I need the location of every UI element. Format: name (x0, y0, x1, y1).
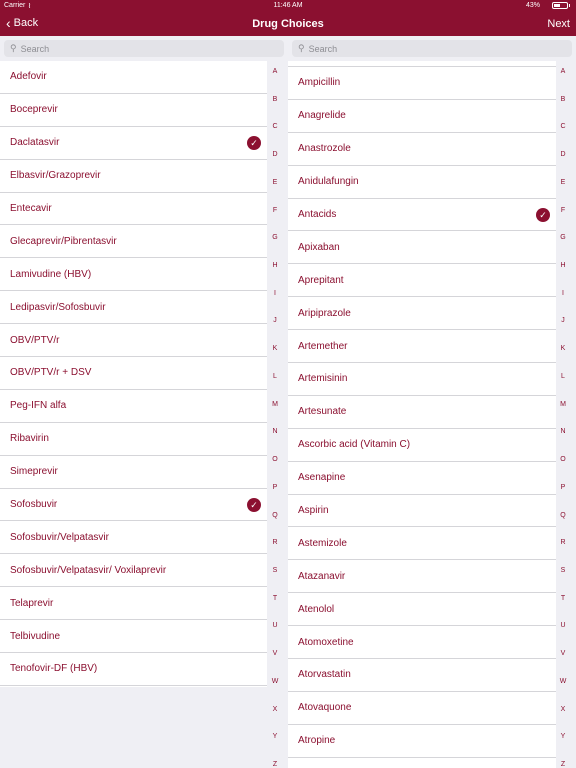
list-item-label: Ledipasvir/Sofosbuvir (10, 301, 106, 313)
list-item[interactable] (288, 199, 556, 232)
carrier-label: Carrier (4, 2, 26, 9)
index-letter[interactable]: H (272, 262, 278, 270)
list-item[interactable] (0, 653, 267, 686)
list-item[interactable] (0, 258, 267, 291)
list-item-label: Sofosbuvir/Velpatasvir/ Voxilaprevir (10, 564, 167, 576)
list-item-label: Ampicillin (298, 77, 341, 89)
index-letter[interactable]: X (560, 705, 566, 713)
list-item[interactable] (288, 297, 556, 330)
index-letter[interactable]: Z (560, 760, 566, 768)
index-letter[interactable]: N (272, 428, 278, 436)
index-letter[interactable]: Y (272, 733, 278, 741)
index-letter[interactable]: O (560, 456, 566, 464)
list-item-label: Telbivudine (10, 630, 61, 642)
index-letter[interactable]: G (272, 234, 278, 242)
list-item[interactable] (288, 396, 556, 429)
list-item[interactable] (288, 330, 556, 363)
list-item[interactable] (0, 291, 267, 324)
right-section-index (553, 68, 573, 768)
list-item[interactable] (288, 659, 556, 692)
left-section-index (265, 68, 285, 768)
index-letter[interactable]: E (272, 178, 278, 186)
list-item-label: Sofosbuvir/Velpatasvir (10, 531, 109, 543)
list-item-label: Simeprevir (10, 466, 58, 478)
list-item[interactable] (288, 166, 556, 199)
index-letter[interactable]: I (562, 289, 564, 297)
index-letter[interactable]: W (559, 677, 567, 685)
index-letter[interactable]: S (560, 566, 566, 574)
list-item[interactable] (0, 160, 267, 193)
index-letter[interactable]: P (272, 483, 278, 491)
page-title: Drug Choices (252, 18, 324, 30)
list-item-label: Artemisinin (298, 373, 348, 385)
index-letter[interactable]: Y (560, 733, 566, 741)
list-item[interactable] (288, 692, 556, 725)
list-item-label: Telaprevir (10, 597, 54, 609)
list-item[interactable] (0, 423, 267, 456)
list-item[interactable] (288, 231, 556, 264)
list-item[interactable] (0, 521, 267, 554)
index-letter[interactable]: F (272, 206, 278, 214)
back-button[interactable] (6, 14, 39, 31)
index-letter[interactable]: D (272, 151, 278, 159)
list-item[interactable] (0, 94, 267, 127)
list-item-label: Atropine (298, 735, 336, 747)
list-item-label: Ribavirin (10, 433, 49, 445)
list-item-label: Anagrelide (298, 110, 346, 122)
list-item-label: Aripiprazole (298, 307, 351, 319)
index-letter[interactable]: Z (272, 760, 278, 768)
list-item[interactable] (0, 61, 267, 94)
chevron-left-icon: ‹ (6, 14, 11, 31)
index-letter[interactable]: D (560, 151, 566, 159)
list-item[interactable] (0, 456, 267, 489)
index-letter[interactable]: R (272, 539, 278, 547)
next-button[interactable]: Next (547, 18, 570, 30)
index-letter[interactable]: I (274, 289, 276, 297)
list-item[interactable] (0, 489, 267, 522)
list-item[interactable] (0, 324, 267, 357)
list-item-label: Atenolol (298, 603, 335, 615)
list-item-label: Artemether (298, 340, 348, 352)
left-search-bar[interactable] (4, 40, 284, 57)
index-letter[interactable]: W (271, 677, 279, 685)
list-item-label: Apixaban (298, 241, 340, 253)
list-item[interactable] (0, 554, 267, 587)
list-item-label: Atovaquone (298, 702, 352, 714)
index-letter[interactable]: A (560, 68, 566, 75)
index-letter[interactable]: R (560, 539, 566, 547)
list-item-label: Astemizole (298, 537, 347, 549)
index-letter[interactable]: H (560, 262, 566, 270)
wifi-icon: ≀ (28, 1, 31, 10)
status-bar (0, 0, 576, 12)
list-item-label: Artesunate (298, 406, 347, 418)
index-letter[interactable]: P (560, 483, 566, 491)
battery-percent: 43% (525, 2, 540, 9)
list-item[interactable] (288, 67, 556, 100)
search-icon: ⚲ (10, 43, 17, 53)
list-item-label: Peg-IFN alfa (10, 400, 67, 412)
list-item[interactable] (288, 100, 556, 133)
list-item[interactable] (288, 133, 556, 166)
checkmark-circle-icon: ✓ (247, 498, 261, 512)
checkmark-circle-icon: ✓ (247, 136, 261, 150)
checkmark-circle-icon: ✓ (536, 208, 550, 222)
right-search-input[interactable] (309, 44, 509, 54)
list-item-label: Sofosbuvir (10, 499, 58, 511)
list-item-label: Tenofovir-DF (HBV) (10, 663, 98, 675)
index-letter[interactable]: N (560, 428, 566, 436)
index-letter[interactable]: B (560, 95, 566, 103)
index-letter[interactable]: T (560, 594, 566, 602)
index-letter[interactable]: K (272, 345, 278, 353)
index-letter[interactable]: Q (272, 511, 278, 519)
list-item[interactable] (0, 193, 267, 226)
index-letter[interactable]: T (272, 594, 278, 602)
list-item-label: Boceprevir (10, 104, 58, 116)
list-item-label: Atomoxetine (298, 636, 354, 648)
list-item-label: Asenapine (298, 472, 346, 484)
back-label: Back (13, 17, 39, 29)
index-letter[interactable]: S (272, 566, 278, 574)
index-letter[interactable]: L (273, 372, 277, 380)
list-item-label: Adefovir (10, 71, 47, 83)
list-item-label: Aspirin (298, 505, 329, 517)
list-item-label: Anastrozole (298, 143, 351, 155)
index-letter[interactable]: J (273, 317, 277, 325)
search-icon: ⚲ (298, 43, 305, 53)
index-letter[interactable]: K (560, 345, 566, 353)
list-item[interactable] (288, 495, 556, 528)
index-letter[interactable]: A (272, 68, 278, 75)
list-item-label: Glecaprevir/Pibrentasvir (10, 235, 117, 247)
index-letter[interactable]: V (272, 650, 278, 658)
list-item-label: Atazanavir (298, 570, 346, 582)
index-letter[interactable]: L (561, 372, 565, 380)
list-item[interactable] (288, 560, 556, 593)
list-item[interactable] (288, 527, 556, 560)
list-item[interactable] (0, 225, 267, 258)
list-item-label: Anidulafungin (298, 176, 359, 188)
list-item[interactable] (288, 725, 556, 758)
list-item-label: OBV/PTV/r (10, 334, 60, 346)
list-item-label: OBV/PTV/r + DSV (10, 367, 92, 379)
list-item[interactable] (0, 390, 267, 423)
battery-icon (552, 2, 568, 9)
index-letter[interactable]: V (560, 650, 566, 658)
index-letter[interactable]: M (272, 400, 278, 408)
list-item-label: Lamivudine (HBV) (10, 268, 92, 280)
list-item[interactable] (288, 462, 556, 495)
index-letter[interactable]: Q (560, 511, 566, 519)
list-item[interactable] (288, 363, 556, 396)
index-letter[interactable]: U (560, 622, 566, 630)
index-letter[interactable]: O (272, 456, 278, 464)
navigation-bar (0, 12, 576, 36)
index-letter[interactable]: E (560, 178, 566, 186)
right-search-bar[interactable] (292, 40, 572, 57)
comedication-drug-list (288, 61, 556, 768)
index-letter[interactable]: J (561, 317, 565, 325)
hcv-drug-list (0, 61, 267, 687)
index-letter[interactable]: C (272, 123, 278, 131)
list-item[interactable] (0, 127, 267, 160)
list-item-label: Elbasvir/Grazoprevir (10, 170, 101, 182)
list-item-label: Atorvastatin (298, 669, 351, 681)
list-item-label: Entecavir (10, 203, 52, 214)
index-letter[interactable]: B (272, 95, 278, 103)
list-item[interactable] (0, 357, 267, 390)
list-item[interactable] (0, 587, 267, 620)
index-letter[interactable]: G (560, 234, 566, 242)
list-item[interactable] (288, 429, 556, 462)
list-item[interactable] (288, 593, 556, 626)
index-letter[interactable]: U (272, 622, 278, 630)
list-item[interactable] (288, 626, 556, 659)
index-letter[interactable]: X (272, 705, 278, 713)
list-item-label: Aprepitant (298, 274, 344, 286)
list-item-label: Daclatasvir (10, 137, 60, 149)
left-search-input[interactable] (21, 44, 221, 54)
list-item-label: Ascorbic acid (Vitamin C) (298, 439, 411, 451)
clock: 11:46 AM (273, 2, 303, 9)
index-letter[interactable]: M (560, 400, 566, 408)
list-item[interactable] (0, 620, 267, 653)
index-letter[interactable]: F (560, 206, 566, 214)
list-item-label: Antacids (298, 209, 337, 220)
list-item[interactable] (288, 264, 556, 297)
index-letter[interactable]: C (560, 123, 566, 131)
